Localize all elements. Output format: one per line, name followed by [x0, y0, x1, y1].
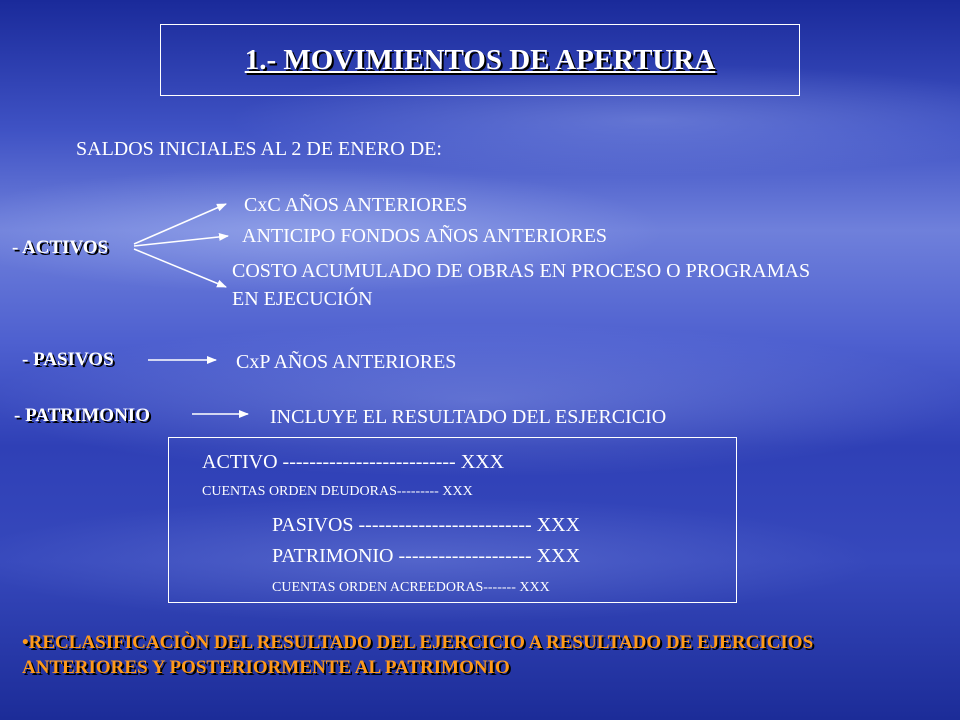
pasivos-item: CxP AÑOS ANTERIORES [236, 351, 457, 373]
balance-cuentas-acreedoras: CUENTAS ORDEN ACREEDORAS------- XXX [272, 580, 550, 595]
balance-activo: ACTIVO -------------------------- XXX [202, 451, 505, 473]
balance-pasivos: PASIVOS -------------------------- XXX [272, 514, 581, 536]
pasivos-label: - PASIVOS [22, 349, 114, 370]
activos-item-cxc: CxC AÑOS ANTERIORES [244, 194, 468, 216]
activos-label: - ACTIVOS [12, 237, 109, 258]
activos-item-costo-cont: EN EJECUCIÓN [232, 288, 373, 310]
patrimonio-item: INCLUYE EL RESULTADO DEL ESJERCICIO [270, 406, 667, 428]
subtitle: SALDOS INICIALES AL 2 DE ENERO DE: [76, 138, 442, 160]
slide-title: 1.- MOVIMIENTOS DE APERTURA [244, 43, 716, 76]
note-bullet: • [22, 632, 29, 653]
balance-patrimonio: PATRIMONIO -------------------- XXX [272, 545, 581, 567]
balance-cuentas-deudoras: CUENTAS ORDEN DEUDORAS--------- XXX [202, 484, 473, 499]
arrow-activos-costo [134, 249, 226, 287]
note-text: RECLASIFICACIÒN DEL RESULTADO DEL EJERCICIO A RESULTADO DE EJERCICIOS ANTERIORES Y POSTERIORMENTE AL PATRIMONIO [22, 632, 814, 678]
reclasificacion-note [22, 630, 922, 680]
activos-item-costo: COSTO ACUMULADO DE OBRAS EN PROCESO O PROGRAMAS [232, 260, 811, 282]
activos-item-anticipo: ANTICIPO FONDOS AÑOS ANTERIORES [242, 225, 608, 247]
patrimonio-label: - PATRIMONIO [14, 405, 150, 426]
